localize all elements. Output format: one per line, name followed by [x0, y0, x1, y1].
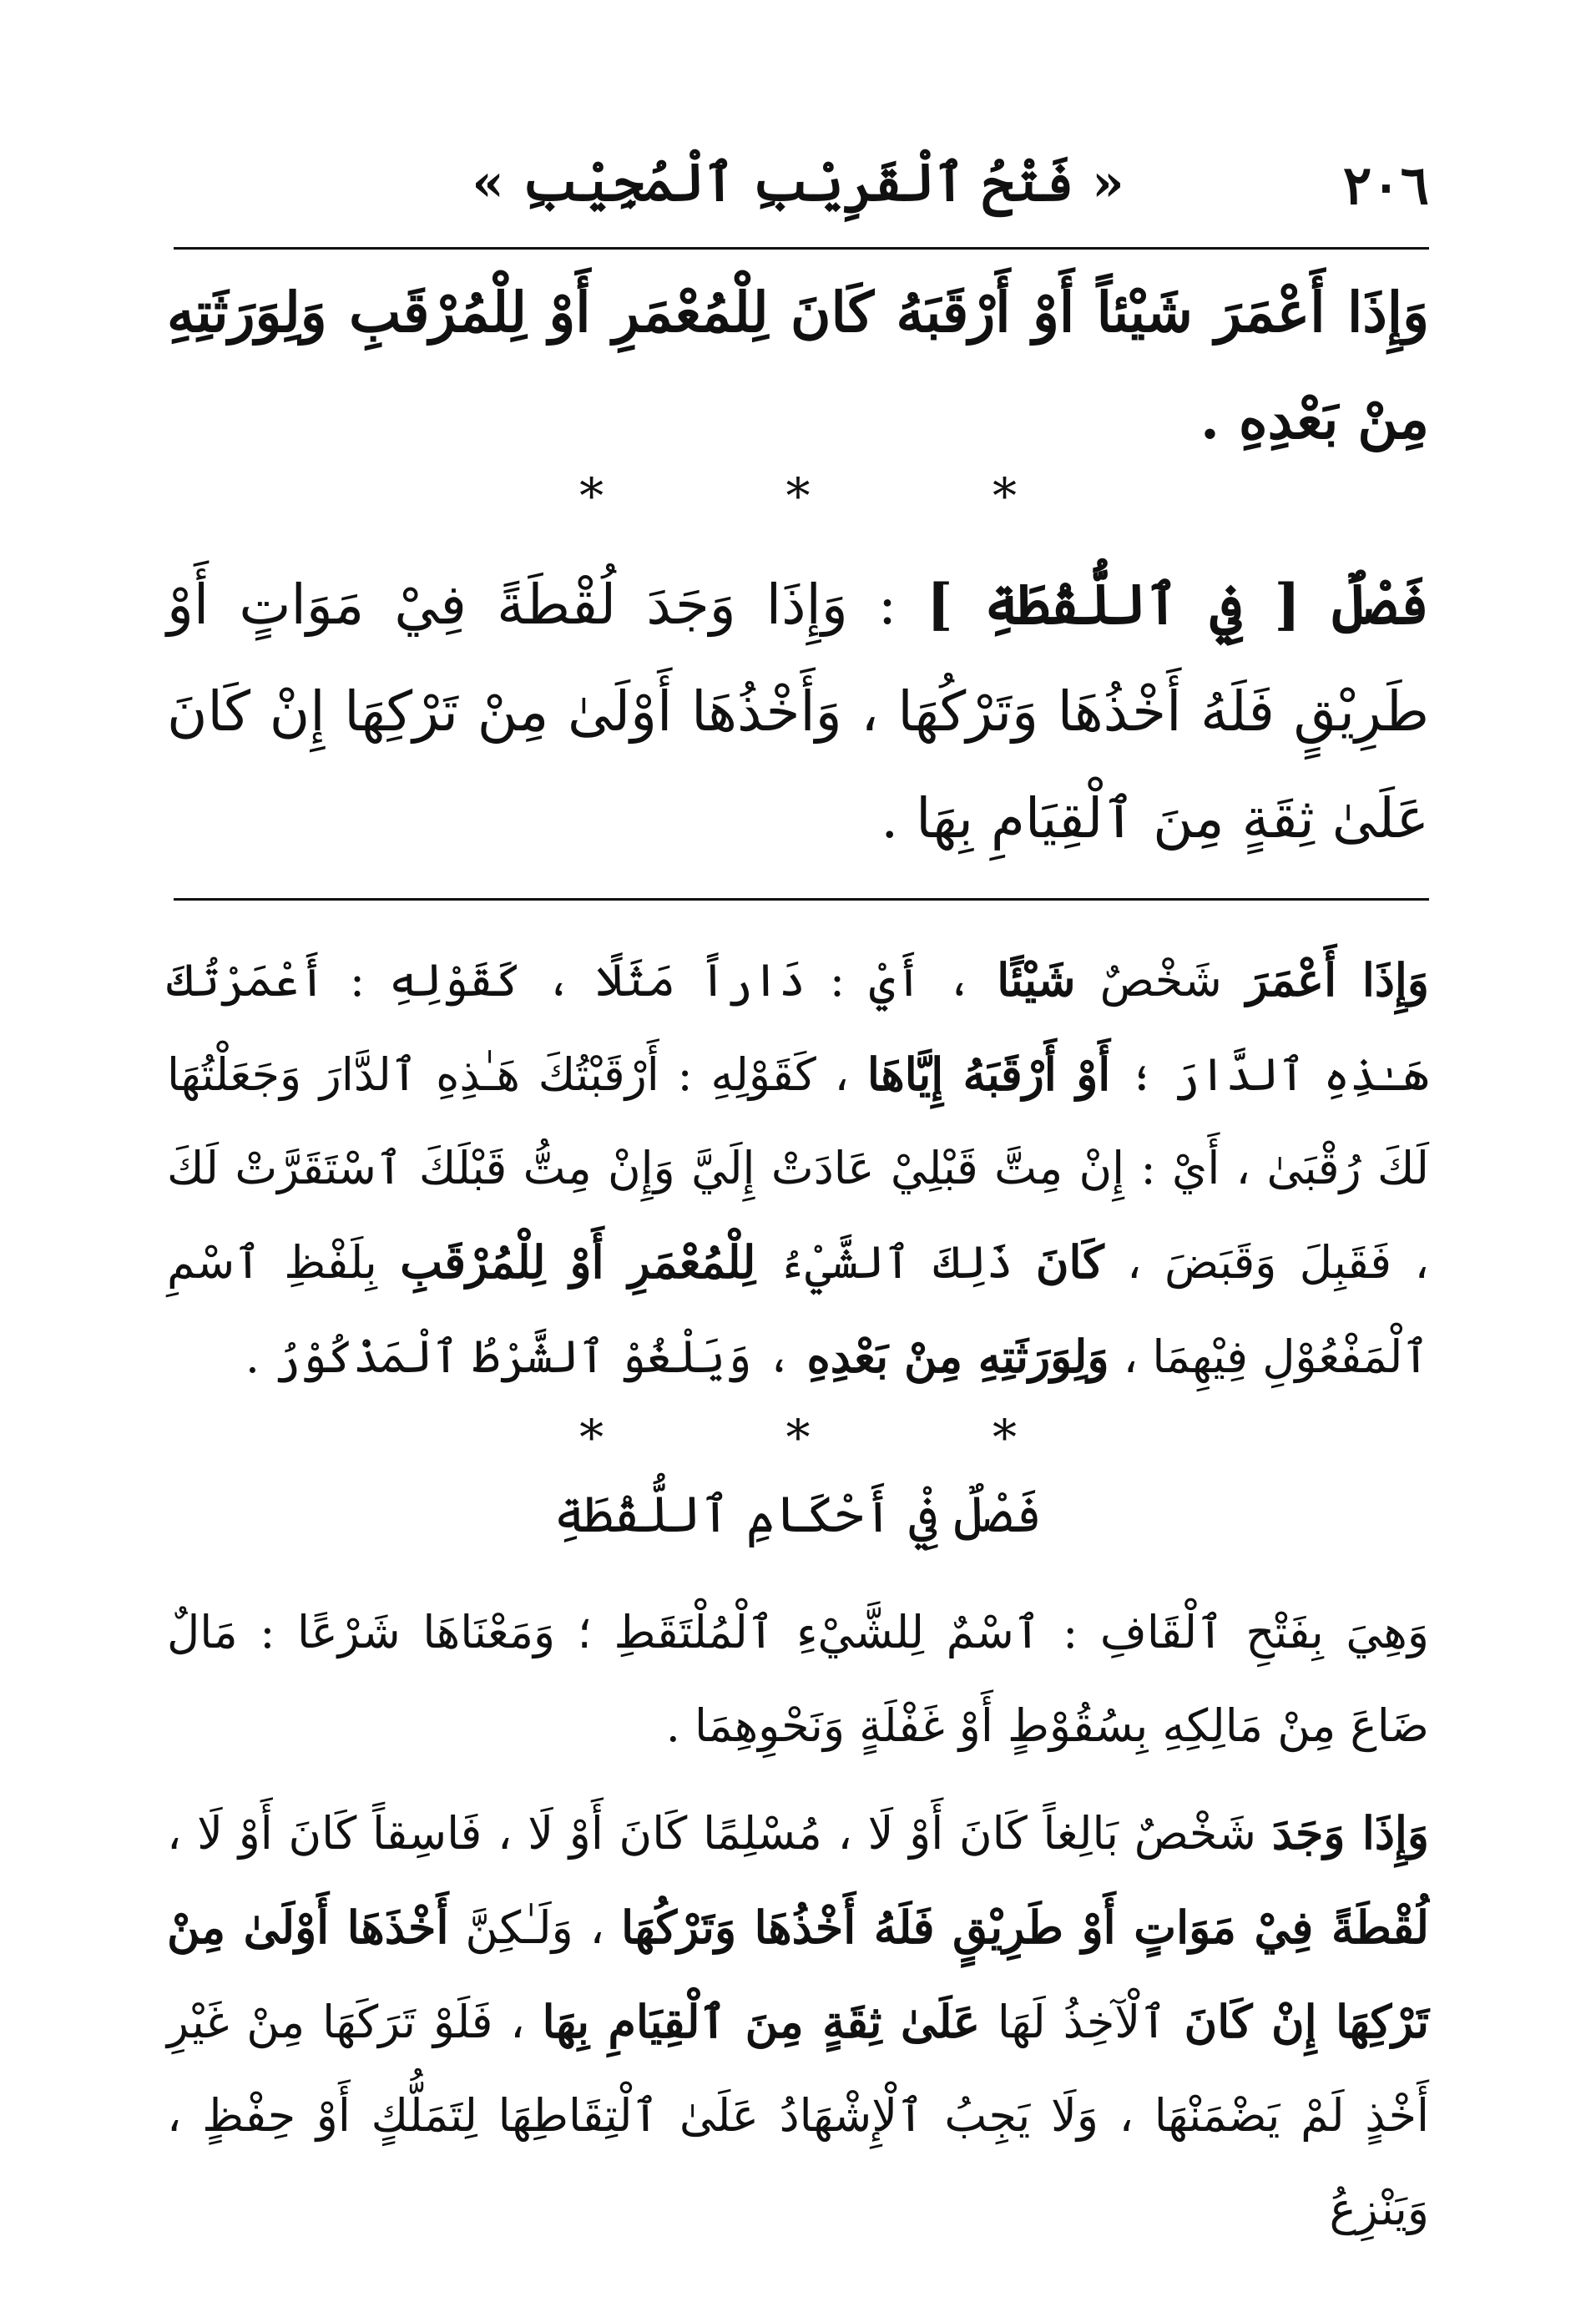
- commentary-text-span: شَخْصٌ بَالِغاً كَانَ أَوْ لَا ، مُسْلِمًا كَانَ أَوْ لَا ، فَاسِقاً كَانَ أَوْ لَا ،: [167, 1807, 1272, 1860]
- star-ornament: *: [579, 467, 604, 524]
- commentary-text-span: ، فَلَوْ تَرَكَهَا مِنْ غَيْرِ أَخْذٍ لَمْ يَضْمَنْهَا ، وَلَا يَجِبُ ٱلْإِشْهَادُ عَلَىٰ ٱلْتِقَاطِهَا لِتَمَلُّكٍ أَوْ حِفْظٍ ، وَيَنْزِعُ: [167, 1996, 1429, 2235]
- matn-quote-span: عَلَىٰ ثِقَةٍ مِنَ ٱلْقِيَامِ بِهَا: [542, 1995, 981, 2048]
- page-number: ٢٠٦: [1342, 154, 1429, 217]
- star-ornament: *: [785, 467, 811, 524]
- matn-quote-span: وَإِذَا أَعْمَرَ: [1245, 953, 1430, 1007]
- matn-quote-span: لُقْطَةً فِيْ مَوَاتٍ أَوْ طَرِيْقٍ فَلَهُ أَخْذُهَا وَتَرْكُهَا: [621, 1901, 1429, 1954]
- commentary-paragraph-finding: [167, 1786, 1429, 2256]
- matn-quote-span: أَخْذَهَا أَوْلَىٰ مِنْ تَرْكِهَا إِنْ كَانَ: [167, 1901, 1430, 2048]
- commentary-text-span: ٱلْآخِذُ لَهَا: [980, 1996, 1184, 2048]
- matn-quote-span: وَلِوَرَثَتِهِ مِنْ بَعْدِهِ: [806, 1330, 1109, 1383]
- commentary-text-span: ، وَلَـٰكِنَّ: [448, 1901, 622, 1954]
- star-ornament: *: [785, 1409, 811, 1466]
- commentary-text-span: شَخْصٌ: [1075, 954, 1246, 1007]
- star-ornament: *: [579, 1409, 604, 1466]
- commentary-text-span: ، أَيْ : دَاراً مَثَلًا ، كَقَوْلِهِ : أَعْمَرْتُكَ هَـٰذِهِ ٱلدَّارَ ؛: [167, 954, 1430, 1101]
- commentary-section-heading: فَصْلٌ فِيْ أَحْكَامِ ٱللُّقْطَةِ: [553, 1486, 1043, 1544]
- commentary-text-span: بِلَفْظِ ٱسْمِ ٱلْمَفْعُوْلِ فِيْهِمَا ،: [167, 1236, 1429, 1383]
- commentary-paragraph-gift: [167, 933, 1429, 1404]
- commentary-paragraph-definition: وَهِيَ بِفَتْحِ ٱلْقَافِ : ٱسْمٌ لِلشَّيْءِ ٱلْمُلْتَقَطِ ؛ وَمَعْنَاهَا شَرْعًا : مَالٌ ضَاعَ مِنْ مَالِكِهِ بِسُقُوْطٍ أَوْ غَفْلَةٍ وَنَحْوِهِمَا .: [167, 1606, 1429, 1752]
- header-rule: [174, 247, 1429, 250]
- matn-text: : وَإِذَا وَجَدَ لُقْطَةً فِيْ مَوَاتٍ أَوْ طَرِيْقٍ فَلَهُ أَخْذُهَا وَتَرْكُهَا ، وَأَخْذُهَا أَوْلَىٰ مِنْ تَرْكِهَا إِنْ كَانَ عَلَىٰ ثِقَةٍ مِنَ ٱلْقِيَامِ بِهَا .: [167, 573, 1429, 851]
- commentary-text-span: ذَلِكَ ٱلشَّيْءُ: [755, 1236, 1036, 1289]
- matn-sharh-separator: [174, 898, 1429, 901]
- matn-section-heading: فَصْلٌ [ فِي ٱللُّقْطَةِ ]: [927, 572, 1429, 637]
- section-divider-stars: [0, 1409, 1596, 1466]
- commentary-text-span: ، كَقَوْلِهِ : أَرْقَبْتُكَ هَـٰذِهِ ٱلدَّارَ وَجَعَلْتُهَا لَكَ رُقْبَىٰ ، أَيْ : إِنْ مِتَّ قَبْلِيْ عَادَتْ إِلَيَّ وَإِنْ مِتُّ قَبْلَكَ ٱسْتَقَرَّتْ لَكَ ، فَقَبِلَ وَقَبَضَ ،: [167, 1048, 1430, 1289]
- matn-quote-span: لِلْمُعْمَرِ أَوْ لِلْمُرْقَبِ: [400, 1235, 756, 1289]
- running-title: « فَتْحُ ٱلْقَرِيْبِ ٱلْمُجِيْبِ »: [472, 152, 1124, 213]
- matn-paragraph-gift: وَإِذَا أَعْمَرَ شَيْئاً أَوْ أَرْقَبَهُ كَانَ لِلْمُعْمَرِ أَوْ لِلْمُرْقَبِ وَلِوَرَثَتِهِ مِنْ بَعْدِهِ .: [167, 280, 1429, 452]
- matn-quote-span: كَانَ: [1035, 1235, 1104, 1289]
- commentary-text-span: ، وَيَلْغُوْ ٱلشَّرْطُ ٱلْمَذْكُوْرُ .: [245, 1330, 807, 1383]
- section-divider-stars: [0, 467, 1596, 524]
- matn-quote-span: وَإِذَا وَجَدَ: [1271, 1806, 1430, 1860]
- matn-paragraph-luqata: [167, 551, 1429, 872]
- star-ornament: *: [992, 1409, 1017, 1466]
- matn-quote-span: أَوْ أَرْقَبَهُ إِيَّاهَا: [866, 1048, 1111, 1101]
- page-header: [167, 142, 1429, 234]
- matn-quote-span: شَيْئًا: [997, 953, 1076, 1007]
- star-ornament: *: [992, 467, 1017, 524]
